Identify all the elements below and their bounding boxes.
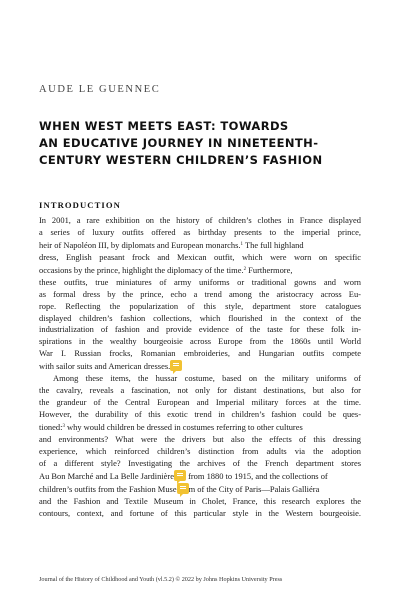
- body-line: [39, 470, 361, 483]
- body-line: However, the durability of this exotic trend in children’s fashion could be ques-: [39, 409, 361, 420]
- body-line: contours, context, and fortune of this particular style in the Western bourgeoisie.: [39, 507, 361, 518]
- body-line: and environments? What were the drivers but also the effects of this dressing: [39, 433, 361, 444]
- body-text: occasions by the prince, highlight the diplomacy of the time.: [39, 264, 244, 275]
- section-heading: INTRODUCTION: [39, 200, 121, 210]
- comment-note-icon[interactable]: [174, 470, 186, 481]
- footnote-marker[interactable]: 2: [243, 266, 247, 272]
- title-line: AN EDUCATIVE JOURNEY IN NINETEENTH-: [39, 136, 319, 150]
- body-line: the grandeur of the Central European and Imperial military forces at the time.: [39, 397, 361, 408]
- body-line: rope. Reflecting the popularization of this style, department store catalogues: [39, 300, 361, 311]
- body-text: tioned:: [39, 421, 63, 432]
- body-text: Furthermore,: [246, 264, 293, 275]
- article-title: [39, 118, 369, 169]
- body-text: Au Bon Marché and La Belle Jardinière: [39, 470, 174, 481]
- body-line: the cavalry, reveals a fascination, not only for distant destinations, but also for: [39, 385, 361, 396]
- body-line: [39, 483, 361, 496]
- body-text: from 1880 to 1915, and the collections of: [185, 470, 328, 481]
- body-line: [39, 421, 361, 434]
- article-body: [39, 215, 361, 520]
- body-line: spirations in the wealthy bourgeoisie across Europe from the 1860s until World: [39, 336, 361, 347]
- body-line: of a different style? Investigating the archives of the French department stores: [39, 457, 361, 468]
- author-name: AUDE LE GUENNEC: [39, 84, 161, 95]
- body-line: and the Fashion and Textile Museum in Cholet, France, this research explores the: [39, 495, 361, 506]
- body-line: In 2001, a rare exhibition on the history of children’s clothes in France displayed: [39, 215, 361, 225]
- body-line: as formal dress by the prince, echo a trend among the aristocracy across Eu-: [39, 288, 361, 299]
- body-text: children’s outfits from the Fashion Muse: [39, 483, 177, 494]
- title-line: WHEN WEST MEETS EAST: TOWARDS: [39, 119, 289, 133]
- footnote-marker[interactable]: 3: [62, 423, 65, 429]
- body-text: m of the City of Paris—Palais Galliéra: [188, 483, 320, 494]
- body-line: War I. Russian frocks, Romanian embroideries, and Hungarian outfits compete: [39, 348, 361, 359]
- body-line: experience, which reinforced children’s distinction from adults via the adoption: [39, 445, 361, 456]
- title-line: CENTURY WESTERN CHILDREN’S FASHION: [39, 153, 323, 167]
- body-text: with sailor suits and American dresses.: [39, 361, 171, 372]
- body-line: Among these items, the hussar costume, based on the military uniforms of: [53, 373, 361, 384]
- body-text: The full highland: [243, 239, 304, 250]
- body-line: a series of luxury outfits offered as birthday presents to the imperial prince,: [39, 226, 361, 237]
- body-line: industrialization of fashion and provide evidence of the taste for these folk in-: [39, 324, 361, 335]
- body-text: why would children be dressed in costumes referring to other cultures: [64, 421, 303, 432]
- page-footer: Journal of the History of Childhood and Youth (vl.5.2) © 2022 by Johns Hopkins University Press: [39, 576, 283, 583]
- body-line: displayed children’s fashion collections, which flourished in the context of the: [39, 312, 361, 323]
- comment-note-icon[interactable]: [170, 360, 182, 371]
- comment-note-icon[interactable]: [177, 483, 189, 494]
- body-line: these outfits, true miniatures of army uniforms or traditional gowns and worn: [39, 276, 361, 287]
- body-line: [39, 360, 361, 373]
- footnote-marker[interactable]: 1: [240, 241, 244, 247]
- body-line: [39, 239, 361, 252]
- body-line: dress, English peasant frock and Mexican outfit, which were worn on specific: [39, 251, 361, 262]
- body-text: heir of Napoléon III, by diplomats and European monarchs.: [39, 239, 241, 250]
- body-line: [39, 264, 361, 277]
